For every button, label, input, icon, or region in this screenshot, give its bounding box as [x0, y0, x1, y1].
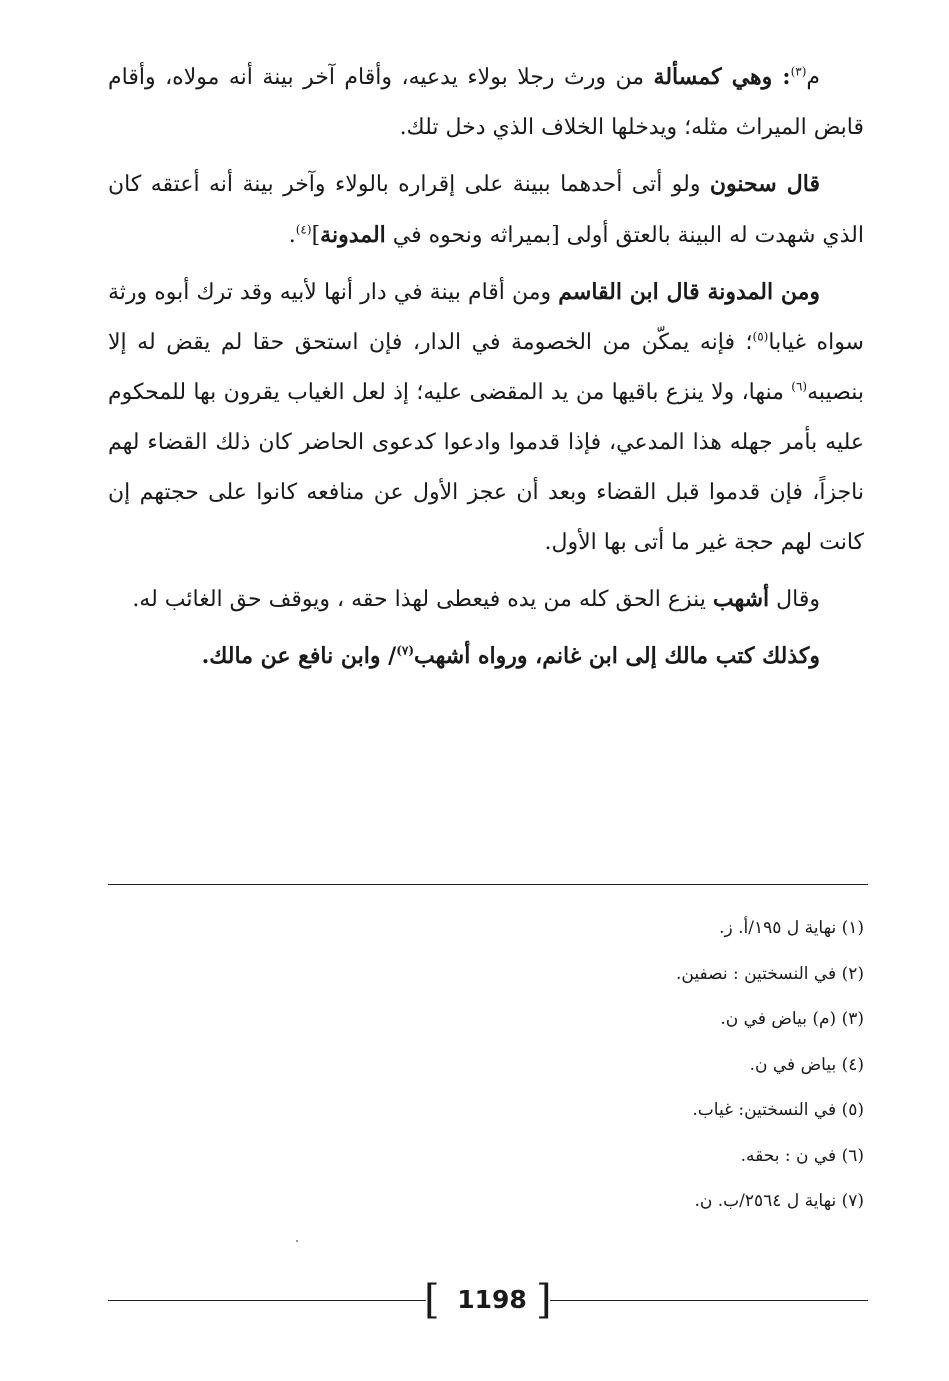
footer-rule-right [550, 1300, 868, 1301]
p2-end: ] [311, 223, 321, 248]
p1-rest: من ورث رجلا بولاء يدعيه، وأقام آخر بينة أنه مولاه، وأقام قابض الميراث مثله؛ ويدخلها الخلاف الذي دخل تلك. [108, 65, 864, 140]
paragraph-3 [108, 267, 864, 568]
paragraph-5 [108, 631, 864, 681]
page-footer [108, 1278, 868, 1324]
footer-rule-left [108, 1300, 426, 1301]
p2-bold: قال سحنون [709, 171, 820, 197]
p5-b: / وابن نافع عن مالك. [201, 643, 397, 669]
p2-bold2: المدونة [320, 222, 386, 248]
footnote-2: (٢) في النسختين : نصفين. [676, 963, 864, 984]
scan-speck [296, 1240, 298, 1242]
paragraph-1 [108, 52, 864, 153]
p3-a: ومن أقام بينة في دار أنها لأبيه وقد ترك أبوه ورثة سواه غيابا [108, 280, 864, 355]
p4-a: وقال [769, 587, 820, 612]
footnote-ref-5: (٥) [752, 329, 769, 344]
footnote-ref-6: (٦) [791, 379, 808, 394]
footnote-separator [108, 884, 868, 885]
p2-tail: . [288, 223, 296, 248]
footnote-5: (٥) في النسختين: غياب. [692, 1100, 864, 1120]
footnote-ref-4: (٤) [295, 222, 312, 237]
footnote-3: (٣) (م) بياض في ن. [720, 1009, 864, 1029]
paragraph-4 [108, 574, 864, 625]
p4-bold: أشهب [712, 586, 770, 612]
page-number: 1198 [457, 1285, 527, 1314]
p4-b: ينزع الحق كله من يده فيعطى لهذا حقه ، ويوقف حق الغائب له. [132, 587, 713, 612]
p3-b: ؛ فإنه يمكّن من الخصومة في الدار، فإن استحق حقا لم يقض له إلا بنصيبه [108, 330, 864, 405]
p3-bold: ومن المدونة قال ابن القاسم [558, 279, 820, 305]
footnote-4: (٤) بياض في ن. [749, 1054, 864, 1075]
main-text [108, 52, 864, 687]
p5-a: وكذلك كتب مالك إلى ابن غانم، ورواه أشهب [414, 643, 820, 669]
page-number-bracket-open: [ [424, 1277, 440, 1323]
p2-mid: ولو أتى أحدهما ببينة على إقراره بالولاء وآخر بينة أنه أعتقه كان الذي شهدت له البينة بالعتق أولى [بميراثه ونحوه في [108, 172, 864, 248]
p1-prefix: م [806, 65, 821, 90]
footnote-1: (١) نهاية ل ١٩٥/أ. ز. [719, 918, 864, 938]
p1-bold: : وهي كمسألة [653, 64, 791, 90]
p3-c: منها، ولا ينزع باقيها من يد المقضى عليه؛ إذ لعل الغياب يقرون بها للمحكوم عليه بأمر جهله هذا المدعي، فإذا قدموا وادعوا كدعوى الحاضر كان ذلك القضاء لهم ناجزاً، فإن قدموا قبل القضاء وبعد أن عجز الأول عن منافعه كانوا على حجتهم إن كانت لهم حجة غير ما أتى بها الأول. [108, 380, 864, 555]
footnote-ref-3: (٣) [790, 64, 807, 79]
footnote-ref-7: (٧) [396, 643, 415, 658]
page-number-bracket-close: ] [536, 1277, 552, 1323]
footnote-7: (٧) نهاية ل ٢٥٦٤/ب. ن. [694, 1191, 864, 1211]
paragraph-2 [108, 159, 864, 261]
footnote-6: (٦) في ن : بحقه. [740, 1145, 864, 1166]
footnotes [108, 906, 864, 1225]
